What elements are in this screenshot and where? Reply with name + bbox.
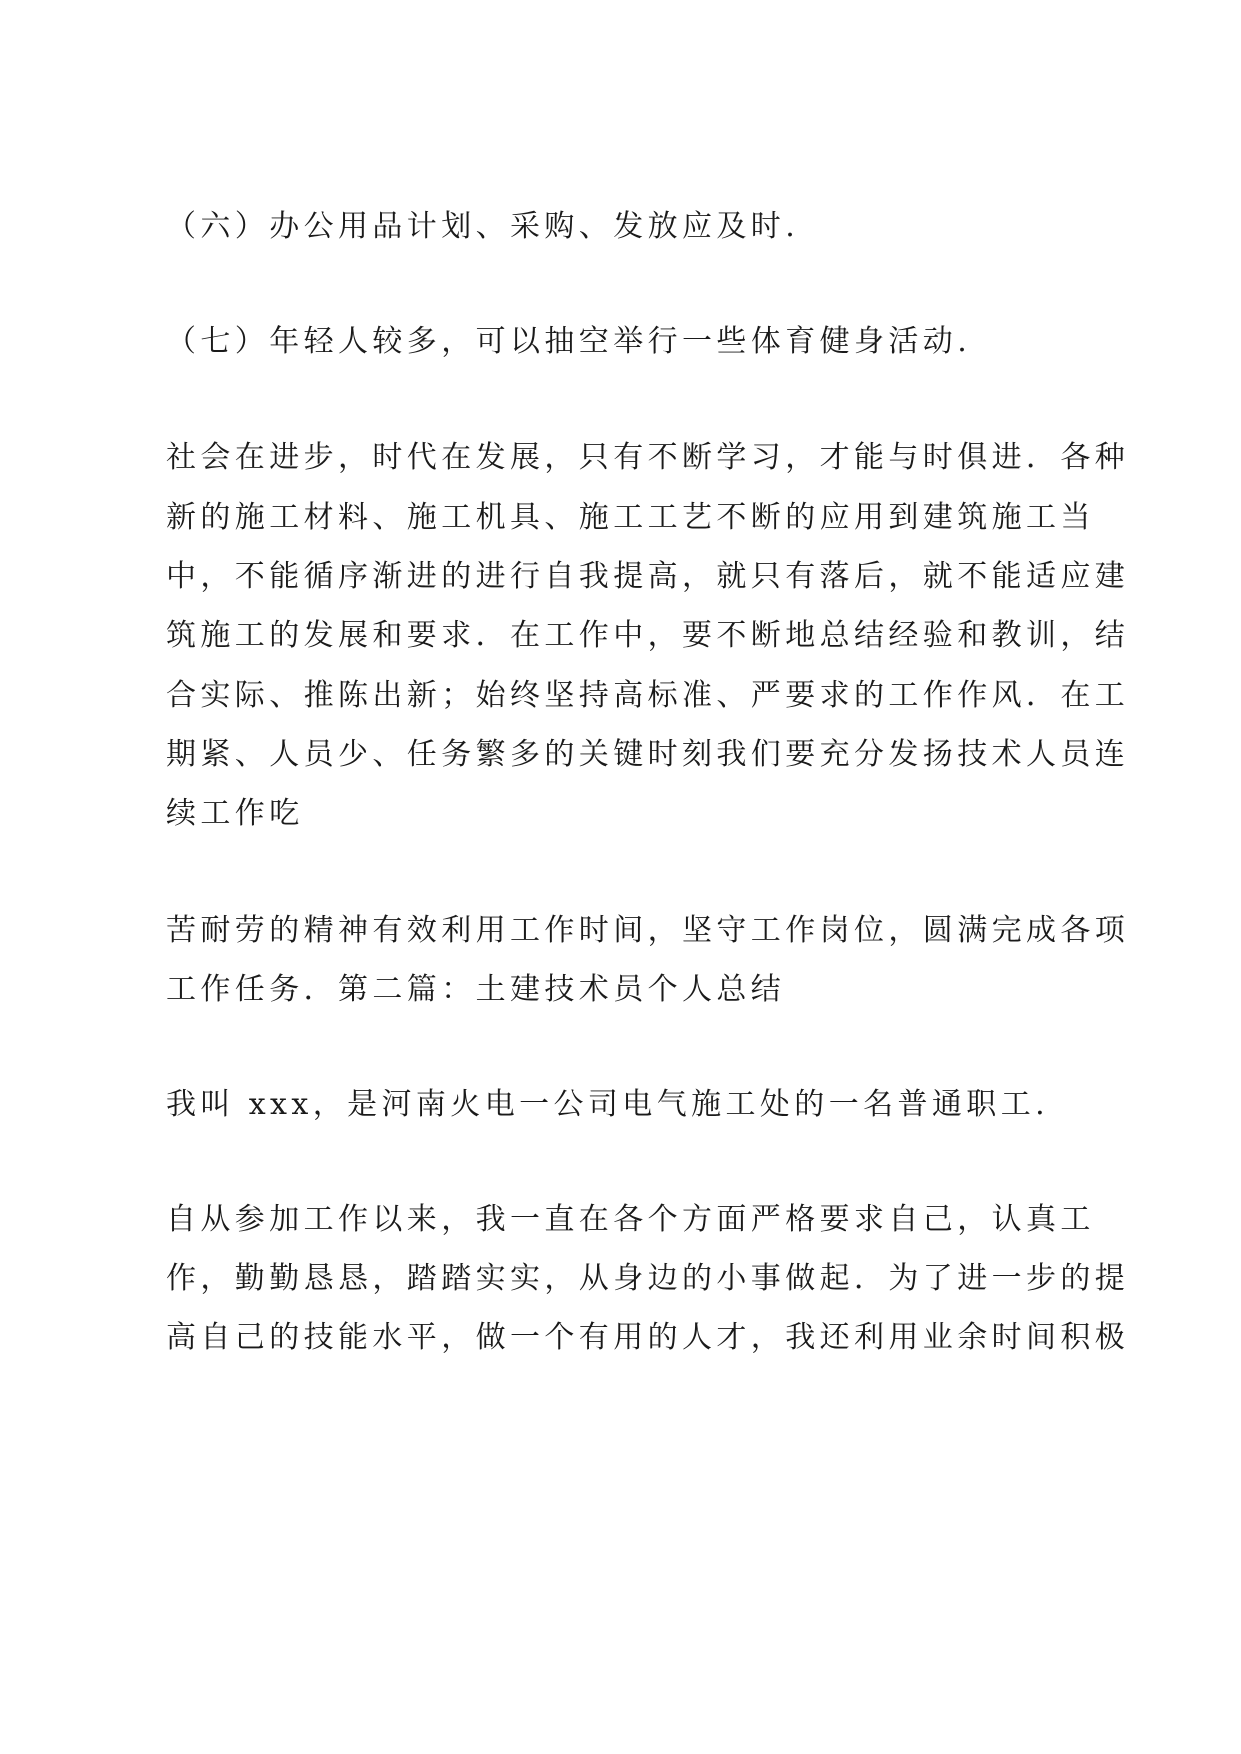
- paragraph-line: 苦耐劳的精神有效利用工作时间，坚守工作岗位，圆满完成各项: [166, 913, 1130, 948]
- paragraph-line: 续工作吃: [166, 796, 304, 831]
- paragraph-line: 新的施工材料、施工机具、施工工艺不断的应用到建筑施工当: [166, 500, 1095, 535]
- paragraph-line: 筑施工的发展和要求．在工作中，要不断地总结经验和教训，结: [166, 618, 1130, 653]
- paragraph-line: 作，勤勤恳恳，踏踏实实，从身边的小事做起．为了进一步的提: [166, 1261, 1130, 1296]
- paragraph-line: 工作任务．第二篇：土建技术员个人总结: [166, 972, 786, 1007]
- paragraph-line: 合实际、推陈出新；始终坚持高标准、严要求的工作作风．在工: [166, 678, 1130, 713]
- paragraph-line: 社会在进步，时代在发展，只有不断学习，才能与时俱进．各种: [166, 440, 1130, 475]
- paragraph-line: 我叫 xxx，是河南火电一公司电气施工处的一名普通职工.: [166, 1087, 1050, 1122]
- paragraph-line: 高自己的技能水平，做一个有用的人才，我还利用业余时间积极: [166, 1320, 1130, 1355]
- item-seven: （七）年轻人较多，可以抽空举行一些体育健身活动.: [166, 324, 972, 359]
- item-six: （六）办公用品计划、采购、发放应及时.: [166, 209, 800, 244]
- paragraph-line: 中，不能循序渐进的进行自我提高，就只有落后，就不能适应建: [166, 559, 1130, 594]
- paragraph-line: 自从参加工作以来，我一直在各个方面严格要求自己，认真工: [166, 1202, 1095, 1237]
- paragraph-line: 期紧、人员少、任务繁多的关键时刻我们要充分发扬技术人员连: [166, 737, 1130, 772]
